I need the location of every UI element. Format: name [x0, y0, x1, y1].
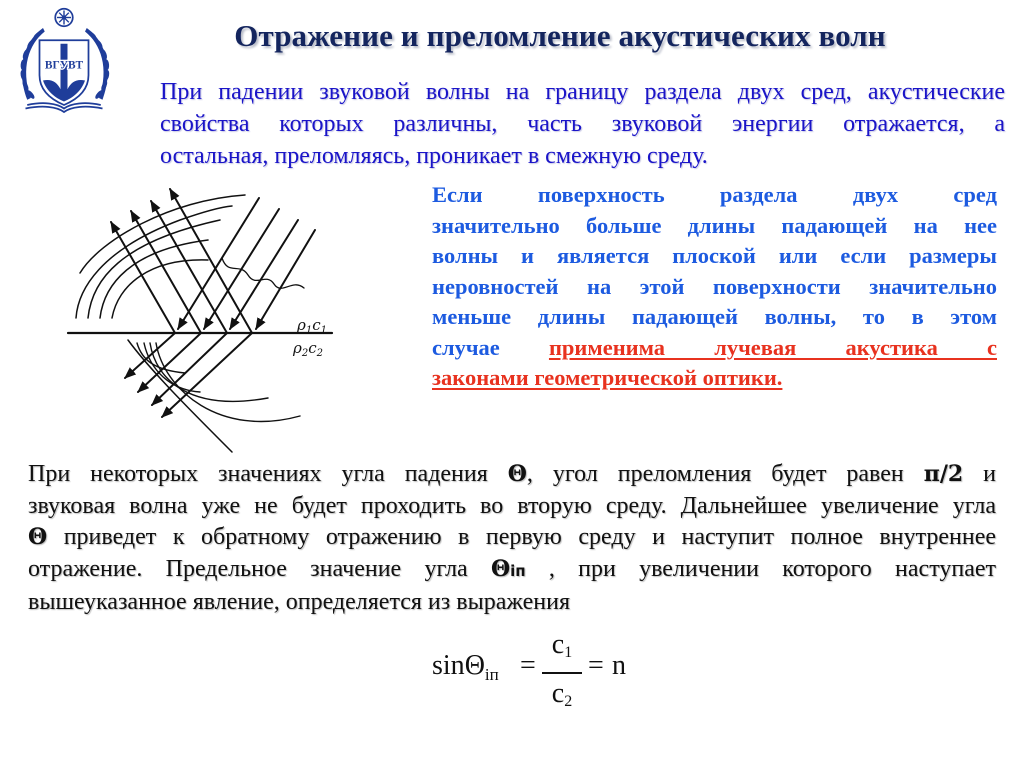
- ray-line: значительно больше длины падающей на нее: [432, 212, 997, 238]
- formula-fraction: $c_1$ $c_2$: [542, 628, 582, 719]
- formula-lhs: sinΘ$_{iп}$: [432, 650, 499, 684]
- ray-line: волны и является плоской или если размеры: [432, 243, 997, 268]
- body-line: При некоторых значениях угла падения Θ, угол преломления будет равен π/2 и: [28, 461, 996, 487]
- body-line: вышеуказанное явление, определяется из выражения: [28, 589, 570, 615]
- critical-angle-formula: sinΘ$_{iп}$ = $c_1$ $c_2$ = n: [432, 628, 652, 708]
- ray-acoustics-paragraph: [432, 180, 997, 394]
- ray-line: [432, 363, 997, 394]
- body-line: Θ приведет к обратному отражению в первую среду и наступит полное внутреннее: [28, 524, 996, 550]
- university-logo: [8, 4, 148, 129]
- intro-line: свойства которых различны, часть звуковой энергии отражается, а: [160, 111, 1005, 137]
- fraction-bar: [542, 672, 582, 674]
- highlight-ray-acoustics: применима лучевая акустика с: [548, 334, 997, 360]
- medium2-label: $\rho_2c_2$: [293, 339, 323, 359]
- theta-symbol: Θ: [507, 461, 527, 487]
- total-reflection-paragraph: [28, 459, 996, 619]
- ray-line-prefix: случае: [432, 334, 549, 360]
- intro-paragraph: [160, 76, 1005, 172]
- theta-symbol: Θ: [28, 524, 48, 550]
- body-line: отражение. Предельное значение угла Θiп , при увеличении которого наступает: [28, 555, 996, 582]
- body-line: звуковая волна уже не будет проходить во вторую среду. Дальнейшее увеличение угла: [28, 492, 996, 519]
- svg-text:ВГУВТ: ВГУВТ: [44, 59, 84, 72]
- ray-line: Если поверхность раздела двух сред: [432, 182, 997, 207]
- medium1-label: $\rho_1c_1$: [297, 316, 327, 336]
- reflection-refraction-diagram: [60, 180, 360, 460]
- ray-line: меньше длины падающей волны, то в этом: [432, 304, 997, 329]
- highlight-geometric-optics: законами геометрической оптики.: [432, 365, 783, 390]
- ray-line: [432, 333, 997, 364]
- intro-line: остальная, преломляясь, проникает в смежную среду.: [160, 143, 708, 169]
- ray-line: неровностей на этой поверхности значительно: [432, 273, 997, 299]
- compass-star-icon: [55, 9, 73, 27]
- theta-critical-symbol: Θ: [490, 555, 511, 582]
- intro-line: При падении звуковой волны на границу раздела двух сред, акустические: [160, 79, 1005, 105]
- pi-over-two: π/2: [923, 461, 964, 487]
- anchor-shield-icon: [40, 40, 89, 105]
- slide-title: Отражение и преломление акустических волн: [234, 18, 886, 53]
